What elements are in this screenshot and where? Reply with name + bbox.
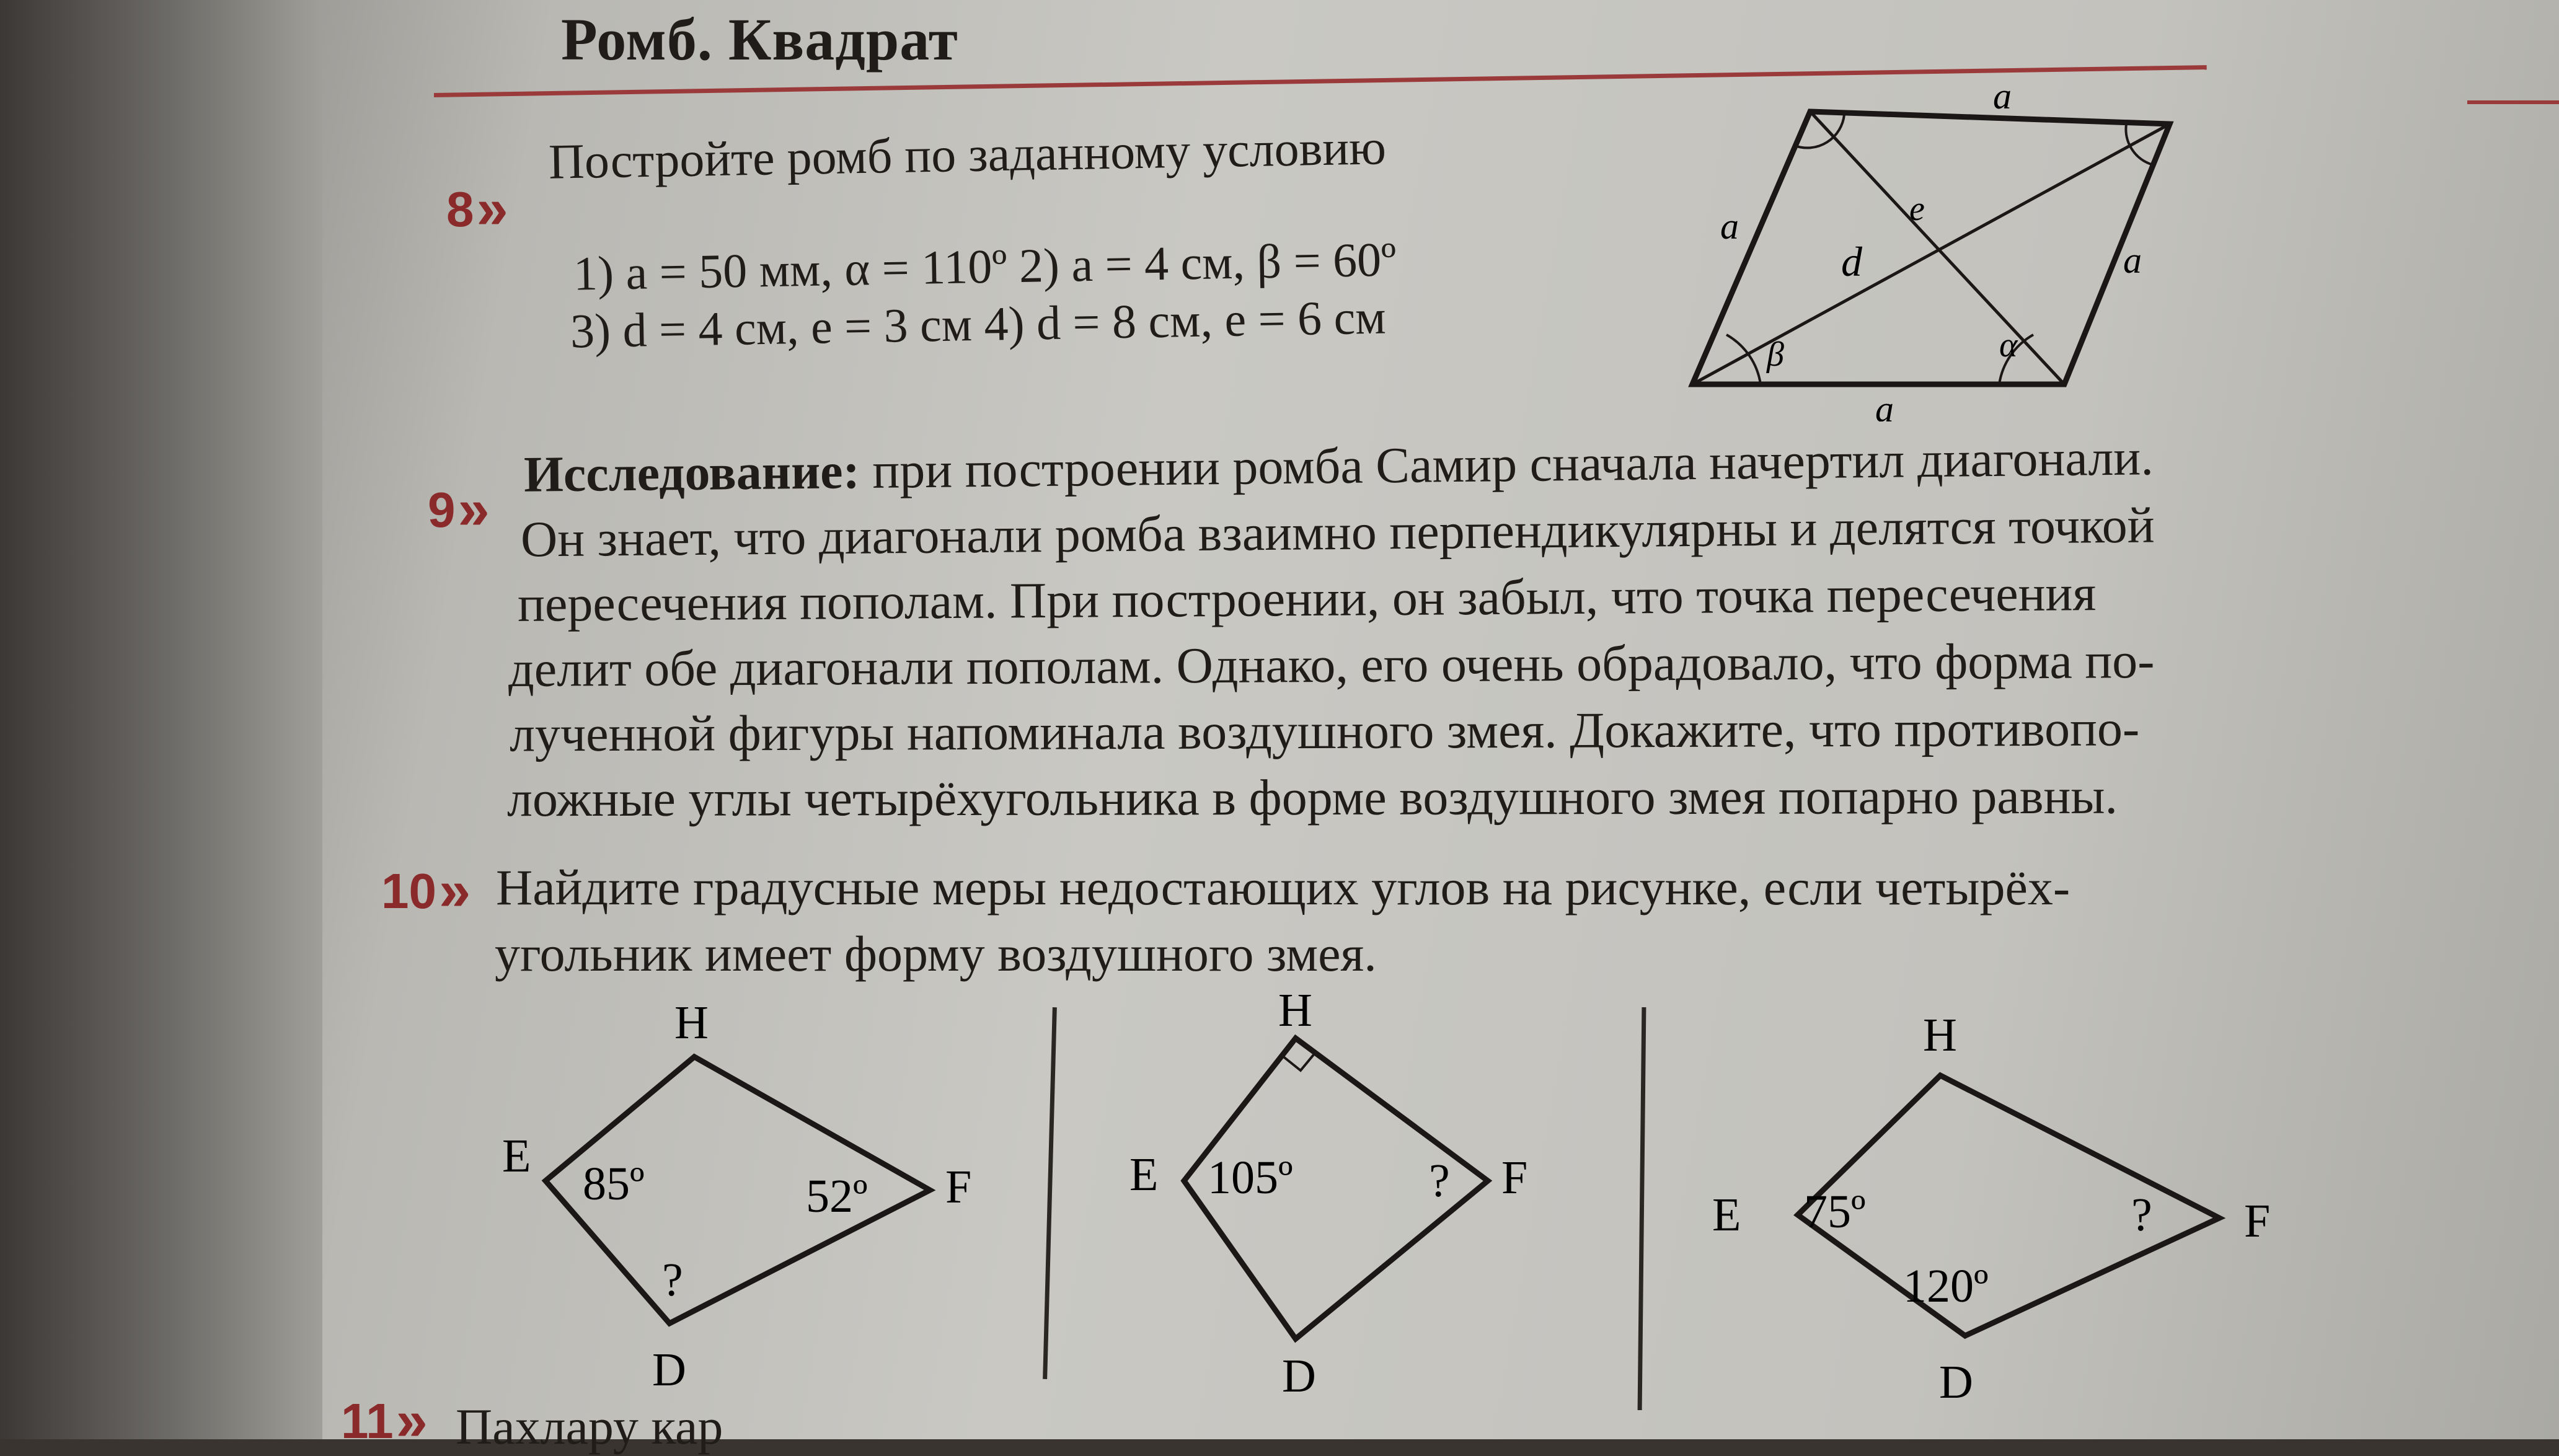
label-a-bottom: a	[1875, 389, 1894, 421]
kite-3-angle-e: 75º	[1804, 1186, 1866, 1238]
kite-1-angle-d: ?	[662, 1254, 683, 1306]
kite-2-vertex-f: F	[1501, 1152, 1528, 1204]
task-9-bold-label: Исследование:	[523, 443, 860, 503]
task-11-number	[341, 1388, 428, 1454]
label-d: d	[1841, 238, 1862, 285]
task-9-line-6: ложные углы четырёхугольника в форме воздушного змея попарно равны.	[506, 767, 2118, 827]
diagonal-e	[1692, 124, 2170, 384]
kite-1-vertex-f: F	[945, 1161, 972, 1213]
label-a-right: a	[2123, 240, 2142, 281]
label-beta: β	[1767, 335, 1784, 374]
kite-3-angle-f: ?	[2131, 1189, 2152, 1241]
chevron-icon: »	[457, 478, 490, 541]
task-8-number-text: 8	[446, 181, 474, 237]
task-10-line-2: угольник имеет форму воздушного змея.	[495, 925, 1377, 982]
task-10-number-text: 10	[381, 863, 436, 919]
task-9-line-5: лученной фигуры напоминала воздушного змея. Докажите, что противопо-	[509, 700, 2140, 762]
task-9-number	[428, 477, 490, 542]
label-a-top: a	[1993, 87, 2012, 117]
kite-1-angle-f: 52º	[806, 1170, 868, 1222]
task-11-number-text: 11	[341, 1393, 394, 1449]
kite-3-vertex-d: D	[1939, 1356, 1973, 1408]
task-8-line-2: 3) d = 4 см, e = 3 см 4) d = 8 см, e = 6 см	[570, 289, 1387, 358]
kite-figure-1	[490, 986, 1023, 1401]
angle-arc-beta	[1726, 335, 1761, 384]
task-9-line-3: пересечения пополам. При построении, он забыл, что точка пересечения	[517, 565, 2097, 632]
right-angle-marker	[1282, 1052, 1315, 1070]
kite-1-vertex-h: H	[674, 997, 709, 1049]
kite-3-angle-d: 120º	[1903, 1260, 1989, 1312]
kite-3-vertex-h: H	[1923, 1009, 1957, 1061]
kite-3-vertex-e: E	[1712, 1189, 1741, 1241]
kite-figure-2	[1116, 979, 1599, 1413]
task-10-line-1: Найдите градусные меры недостающих углов на рисунке, если четырёх-	[496, 859, 2071, 916]
chevron-icon: »	[396, 1389, 428, 1452]
kite-2-angle-e: 105º	[1208, 1152, 1293, 1204]
task-9-line-2: Он знает, что диагонали ромба взаимно перпендикулярны и делятся точкой	[520, 496, 2155, 568]
kite-1-vertex-e: E	[502, 1130, 531, 1182]
task-9-line-4: делит обе диагонали пополам. Однако, его очень обрадовало, что форма по-	[508, 632, 2155, 697]
chevron-icon: »	[438, 859, 471, 922]
kite-2-vertex-h: H	[1278, 984, 1312, 1036]
kite-1-angle-e: 85º	[583, 1158, 645, 1210]
task-8-text: Постройте ромб по заданному условию	[548, 120, 1387, 190]
kite-figure-3	[1692, 1001, 2300, 1423]
task-9-line-1-text: при построении ромба Самир сначала начертил диагонали.	[859, 429, 2154, 500]
kite-1-vertex-d: D	[652, 1344, 686, 1396]
label-e: e	[1909, 190, 1925, 228]
kite-2-vertex-e: E	[1129, 1149, 1159, 1201]
book-spine	[0, 0, 322, 1439]
rhombus-outline	[1692, 112, 2170, 384]
task-10-number	[381, 858, 471, 924]
task-8-number	[446, 177, 508, 242]
chevron-icon: »	[476, 177, 508, 240]
rhombus-figure	[1661, 87, 2194, 421]
label-alpha: α	[1999, 326, 2018, 364]
angle-arc-top-right	[2126, 124, 2151, 164]
task-9-number-text: 9	[428, 482, 456, 537]
kite-2-angle-f: ?	[1429, 1155, 1450, 1207]
page-header: Ромб. Квадрат	[561, 6, 958, 73]
header-rule-right	[2467, 100, 2559, 104]
label-a-left: a	[1720, 206, 1739, 247]
kite-2-vertex-d: D	[1282, 1350, 1316, 1402]
task-11-text: Пахлару кар	[456, 1398, 723, 1455]
task-8-line-1: 1) a = 50 мм, α = 110º 2) a = 4 см, β = 60º	[573, 232, 1397, 301]
kite-3-vertex-f: F	[2244, 1195, 2271, 1247]
